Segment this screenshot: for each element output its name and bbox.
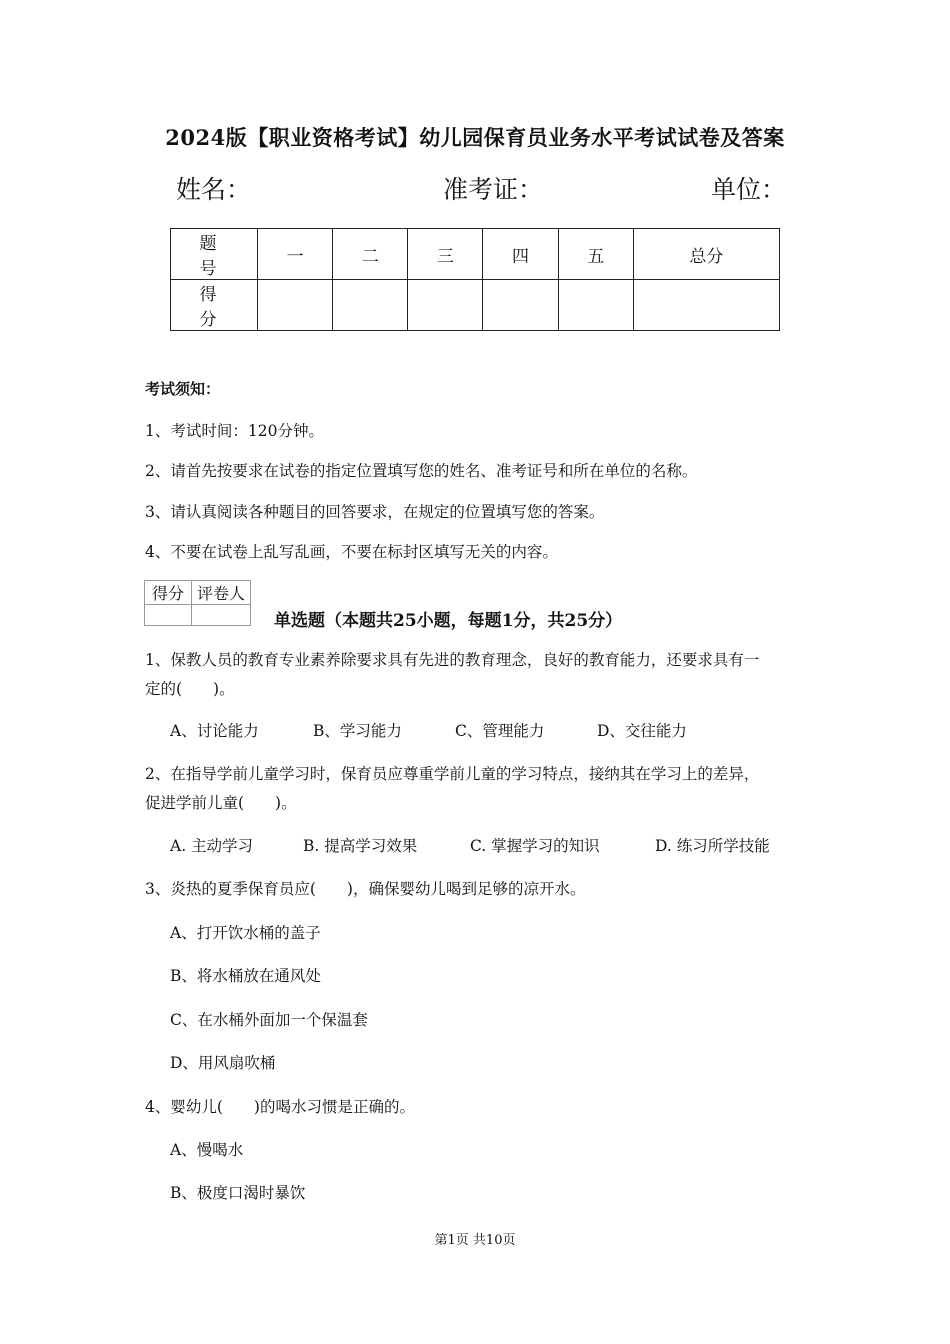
score-header-label: 题 号 xyxy=(171,229,258,280)
unit-label: 单位： xyxy=(711,175,787,204)
score-entry-cell[interactable] xyxy=(333,280,408,331)
question-text: 定的( )。 xyxy=(145,680,235,698)
page-title: 2024版【职业资格考试】幼儿园保育员业务水平考试试卷及答案 xyxy=(165,125,785,150)
answer-option[interactable]: B. 提高学习效果 xyxy=(303,837,418,855)
notice-item: 2、请首先按要求在试卷的指定位置填写您的姓名、准考证号和所在单位的名称。 xyxy=(145,462,698,480)
score-header-cell: 三 xyxy=(408,229,483,280)
answer-option[interactable]: C、管理能力 xyxy=(455,722,545,740)
answer-option[interactable]: A. 主动学习 xyxy=(170,837,254,855)
grader-box xyxy=(144,580,251,626)
score-header-cell: 二 xyxy=(333,229,408,280)
grader-score-cell[interactable] xyxy=(145,605,192,626)
answer-option[interactable]: C. 掌握学习的知识 xyxy=(470,837,600,855)
section-title: 单选题（本题共25小题，每题1分，共25分） xyxy=(274,611,623,631)
answer-option[interactable]: B、学习能力 xyxy=(313,722,402,740)
score-table xyxy=(170,228,780,331)
score-entry-cell[interactable] xyxy=(558,280,633,331)
question-text: 4、婴幼儿( )的喝水习惯是正确的。 xyxy=(145,1098,415,1116)
notice-title: 考试须知： xyxy=(145,380,221,398)
notice-item: 4、不要在试卷上乱写乱画，不要在标封区填写无关的内容。 xyxy=(145,543,558,561)
score-entry-cell[interactable] xyxy=(633,280,779,331)
answer-option[interactable]: A、慢喝水 xyxy=(170,1141,244,1159)
score-header-cell: 一 xyxy=(258,229,333,280)
score-entry-cell[interactable] xyxy=(408,280,483,331)
question-text: 2、在指导学前儿童学习时，保育员应尊重学前儿童的学习特点，接纳其在学习上的差异， xyxy=(145,765,760,783)
answer-option[interactable]: C、在水桶外面加一个保温套 xyxy=(170,1011,368,1029)
score-header-cell: 总分 xyxy=(633,229,779,280)
name-label: 姓名： xyxy=(176,175,252,204)
score-header-cell: 四 xyxy=(483,229,558,280)
answer-option[interactable]: D、交往能力 xyxy=(597,722,687,740)
question-text: 3、炎热的夏季保育员应( )，确保婴幼儿喝到足够的凉开水。 xyxy=(145,880,586,898)
score-row-label: 得 分 xyxy=(171,280,258,331)
notice-item: 3、请认真阅读各种题目的回答要求，在规定的位置填写您的答案。 xyxy=(145,503,605,521)
answer-option[interactable]: A、讨论能力 xyxy=(170,722,259,740)
exam-number-label: 准考证： xyxy=(443,175,544,204)
answer-option[interactable]: D. 练习所学技能 xyxy=(655,837,770,855)
page-footer: 第1页 共10页 xyxy=(434,1233,516,1248)
notice-item: 1、考试时间：120分钟。 xyxy=(145,422,324,440)
answer-option[interactable]: B、极度口渴时暴饮 xyxy=(170,1184,306,1202)
score-entry-cell[interactable] xyxy=(258,280,333,331)
score-header-cell: 五 xyxy=(558,229,633,280)
grader-score-label: 得分 xyxy=(145,581,192,605)
question-text: 促进学前儿童( )。 xyxy=(145,794,297,812)
score-entry-cell[interactable] xyxy=(483,280,558,331)
answer-option[interactable]: A、打开饮水桶的盖子 xyxy=(170,924,321,942)
grader-reviewer-cell[interactable] xyxy=(192,605,251,626)
answer-option[interactable]: D、用风扇吹桶 xyxy=(170,1054,276,1072)
candidate-info-row xyxy=(0,170,950,206)
question-text: 1、保教人员的教育专业素养除要求具有先进的教育理念，良好的教育能力，还要求具有一 xyxy=(145,651,760,669)
answer-option[interactable]: B、将水桶放在通风处 xyxy=(170,967,321,985)
grader-reviewer-label: 评卷人 xyxy=(192,581,251,605)
